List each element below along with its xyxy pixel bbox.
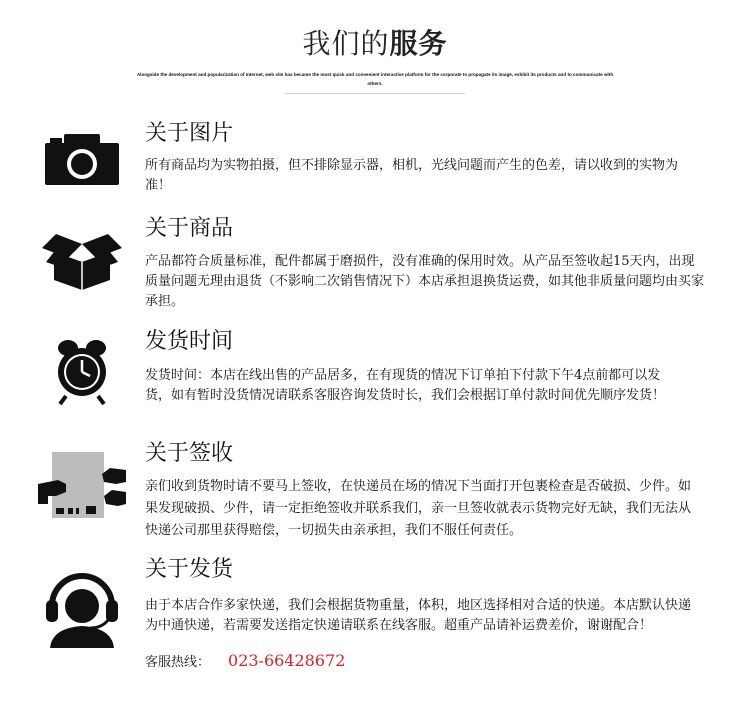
contact-hotline [145,651,345,673]
header-divider [285,93,465,94]
section-body: 发货时间：本店在线出售的产品居多，在有现货的情况下订单拍下付款下午4点前都可以发货，如有暂时没货情况请联系客服咨询发货时长，我们会根据订单付款时间优先顺序发货！ [145,368,666,403]
package-handover-icon [38,448,128,528]
headset-support-icon [38,572,128,652]
hotline-phone[interactable]: 023-66428672 [228,651,346,670]
title-light: 我们的 [302,27,390,60]
section-title: 关于图片 [145,121,234,146]
open-box-icon [38,222,128,302]
section-title: 发货时间 [145,329,234,354]
section-title: 关于发货 [145,557,234,582]
section-title: 关于商品 [145,216,234,241]
section-body: 产品都符合质量标准，配件都属于磨损件，没有准确的保用时效。从产品至签收起15天内，出现质量问题无理由退货（不影响二次销售情况下）本店承担退换货运费，如其他非质量问题均由买家承担。 [145,254,705,309]
page-title [0,24,750,64]
camera-icon [38,125,128,205]
title-strong: 服务 [389,27,448,60]
section-body: 所有商品均为实物拍摄，但不排除显示器，相机，光线问题而产生的色差，请以收到的实物为准！ [145,158,679,193]
page-subtitle: Alongside the development and popularization of Internet, web site has became the most quick and convenient interactive platform for the corporate to propagate its image, exhibit its products and to communicate with others. [136,72,614,86]
section-body: 亲们收到货物时请不要马上签收，在快递员在场的情况下当面打开包裹检查是否破损、少件。如果发现破损、少件，请一定拒绝签收并联系我们，亲一旦签收就表示货物完好无缺，我们无法从快递公司那里获得赔偿，一切损失由亲承担，我们不服任何责任。 [145,479,692,538]
hotline-label: 客服热线： [145,655,211,670]
section-body: 由于本店合作多家快递，我们会根据货物重量，体积，地区选择相对合适的快递。本店默认快递为中通快递，若需要发送指定快递请联系在线客服。超重产品请补运费差价，谢谢配合！ [145,598,692,633]
section-title: 关于签收 [145,441,234,466]
page-header [0,0,750,100]
alarm-clock-icon [38,334,128,414]
